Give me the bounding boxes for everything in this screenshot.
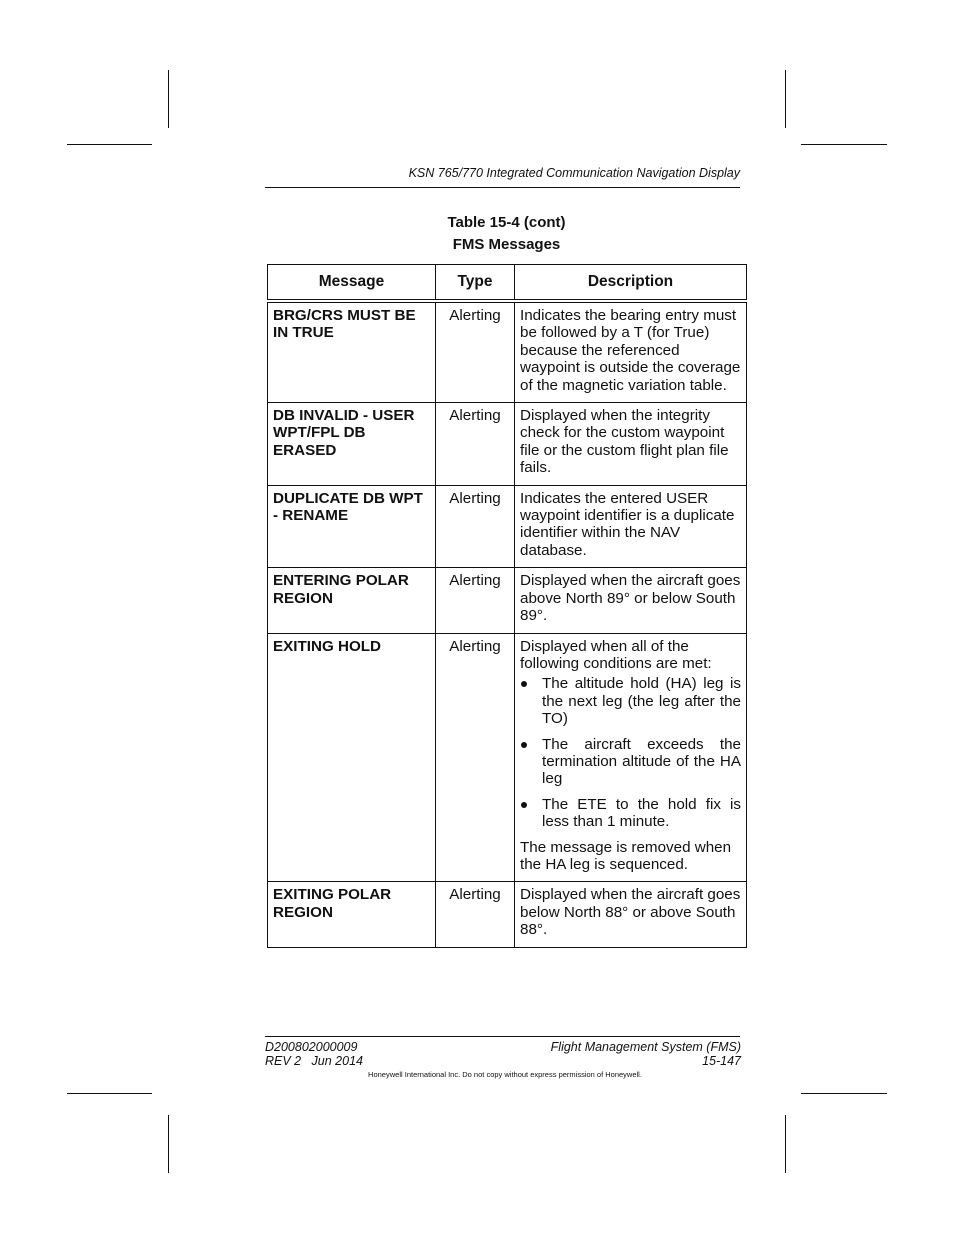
column-header-message: Message	[268, 265, 436, 302]
message-cell: EXITING POLAR REGION	[268, 882, 436, 947]
crop-mark	[168, 70, 169, 128]
crop-mark	[801, 144, 887, 145]
crop-mark	[67, 1093, 152, 1094]
column-header-type: Type	[436, 265, 515, 302]
description-cell: Indicates the entered USER waypoint identifier is a duplicate identifier within the NAV database.	[515, 485, 747, 568]
table-row	[268, 403, 747, 486]
footer-rule	[265, 1036, 740, 1037]
table-row	[268, 301, 747, 403]
type-cell: Alerting	[436, 633, 515, 882]
table-row	[268, 568, 747, 633]
message-cell: DUPLICATE DB WPT - RENAME	[268, 485, 436, 568]
description-cell: Indicates the bearing entry must be followed by a T (for True) because the referenced waypoint is outside the coverage of the magnetic variation table.	[515, 301, 747, 403]
description-cell	[515, 633, 747, 882]
revision-date: REV 2 Jun 2014	[265, 1054, 363, 1068]
condition-item: The ETE to the hold fix is less than 1 minute.	[520, 796, 741, 831]
description-intro: Displayed when all of the following conditions are met:	[520, 637, 712, 672]
fms-messages-table	[267, 264, 747, 948]
table-caption-title: FMS Messages	[452, 236, 561, 253]
message-cell: BRG/CRS MUST BE IN TRUE	[268, 301, 436, 403]
crop-mark	[168, 1115, 169, 1173]
type-cell: Alerting	[436, 882, 515, 947]
type-cell: Alerting	[436, 568, 515, 633]
description-cell: Displayed when the aircraft goes above North 89° or below South 89°.	[515, 568, 747, 633]
condition-list	[520, 675, 741, 830]
description-note: The message is removed when the HA leg is sequenced.	[520, 838, 732, 873]
condition-item: The aircraft exceeds the termination altitude of the HA leg	[520, 736, 741, 788]
type-cell: Alerting	[436, 485, 515, 568]
copyright-notice: Honeywell International Inc. Do not copy without express permission of Honeywell.	[368, 1070, 642, 1079]
message-cell: ENTERING POLAR REGION	[268, 568, 436, 633]
footer-left	[265, 1040, 363, 1068]
table-caption-number: Table 15-4 (cont)	[447, 214, 566, 231]
section-title: Flight Management System (FMS)	[550, 1040, 741, 1054]
message-cell: DB INVALID - USER WPT/FPL DB ERASED	[268, 403, 436, 486]
footer-right	[500, 1040, 741, 1068]
page-number: 15-147	[702, 1054, 741, 1068]
table-row	[268, 882, 747, 947]
header-rule	[265, 187, 740, 188]
document-number: D200802000009	[265, 1040, 358, 1054]
type-cell: Alerting	[436, 301, 515, 403]
crop-mark	[785, 1115, 786, 1173]
table-row	[268, 633, 747, 882]
running-header: KSN 765/770 Integrated Communication Navigation Display	[408, 166, 740, 180]
crop-mark	[801, 1093, 887, 1094]
description-cell: Displayed when the aircraft goes below North 88° or above South 88°.	[515, 882, 747, 947]
crop-mark	[67, 144, 152, 145]
table-row	[268, 485, 747, 568]
description-cell: Displayed when the integrity check for the custom waypoint file or the custom flight plan file fails.	[515, 403, 747, 486]
condition-item: The altitude hold (HA) leg is the next leg (the leg after the TO)	[520, 675, 741, 727]
type-cell: Alerting	[436, 403, 515, 486]
message-cell: EXITING HOLD	[268, 633, 436, 882]
table-header-row	[268, 265, 747, 302]
crop-mark	[785, 70, 786, 128]
column-header-description: Description	[515, 265, 747, 302]
